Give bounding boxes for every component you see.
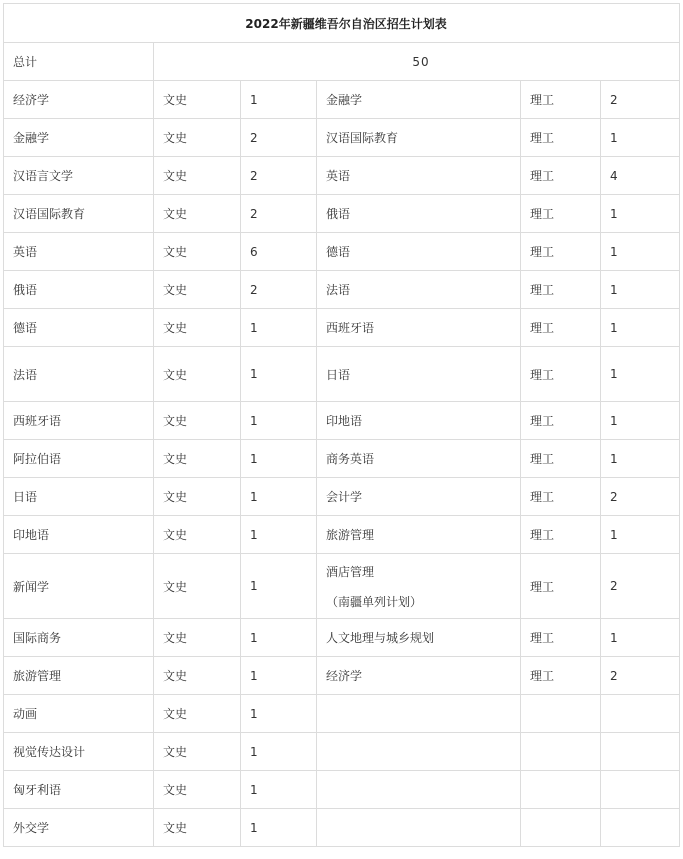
right-quota: 2 xyxy=(601,554,680,619)
right-major: 印地语 xyxy=(317,402,521,440)
right-category: 理工 xyxy=(521,440,601,478)
left-major: 英语 xyxy=(4,233,154,271)
right-category: 理工 xyxy=(521,119,601,157)
left-category: 文史 xyxy=(154,809,241,847)
right-quota: 2 xyxy=(601,657,680,695)
table-row xyxy=(4,271,680,309)
left-major: 汉语国际教育 xyxy=(4,195,154,233)
left-quota: 1 xyxy=(241,809,317,847)
left-quota: 1 xyxy=(241,309,317,347)
right-category: 理工 xyxy=(521,478,601,516)
left-quota: 1 xyxy=(241,478,317,516)
empty-cell xyxy=(521,733,601,771)
empty-cell xyxy=(601,695,680,733)
right-major: 金融学 xyxy=(317,81,521,119)
left-quota: 1 xyxy=(241,554,317,619)
left-category: 文史 xyxy=(154,554,241,619)
left-quota: 1 xyxy=(241,657,317,695)
table-row xyxy=(4,119,680,157)
right-major: 日语 xyxy=(317,347,521,402)
right-major: 人文地理与城乡规划 xyxy=(317,619,521,657)
left-quota: 2 xyxy=(241,119,317,157)
left-category: 文史 xyxy=(154,271,241,309)
left-quota: 1 xyxy=(241,733,317,771)
right-category: 理工 xyxy=(521,516,601,554)
table-row xyxy=(4,233,680,271)
empty-cell xyxy=(317,771,521,809)
table-row xyxy=(4,657,680,695)
table-row xyxy=(4,516,680,554)
left-major: 国际商务 xyxy=(4,619,154,657)
left-major: 动画 xyxy=(4,695,154,733)
right-major: 旅游管理 xyxy=(317,516,521,554)
table-row xyxy=(4,347,680,402)
right-quota: 1 xyxy=(601,440,680,478)
right-quota: 2 xyxy=(601,478,680,516)
left-major: 匈牙利语 xyxy=(4,771,154,809)
left-quota: 2 xyxy=(241,271,317,309)
right-quota: 1 xyxy=(601,119,680,157)
right-quota: 1 xyxy=(601,402,680,440)
right-major: 德语 xyxy=(317,233,521,271)
left-category: 文史 xyxy=(154,195,241,233)
table-row xyxy=(4,195,680,233)
table-row xyxy=(4,478,680,516)
total-row xyxy=(4,43,680,81)
left-quota: 2 xyxy=(241,195,317,233)
table-row xyxy=(4,619,680,657)
left-major: 汉语言文学 xyxy=(4,157,154,195)
empty-cell xyxy=(317,809,521,847)
left-major: 金融学 xyxy=(4,119,154,157)
table-row xyxy=(4,157,680,195)
right-category: 理工 xyxy=(521,554,601,619)
left-category: 文史 xyxy=(154,157,241,195)
empty-cell xyxy=(317,695,521,733)
right-quota: 2 xyxy=(601,81,680,119)
right-category: 理工 xyxy=(521,309,601,347)
left-quota: 1 xyxy=(241,402,317,440)
right-major: 经济学 xyxy=(317,657,521,695)
right-quota: 1 xyxy=(601,347,680,402)
empty-cell xyxy=(601,733,680,771)
left-quota: 1 xyxy=(241,440,317,478)
empty-cell xyxy=(521,771,601,809)
total-value: 50 xyxy=(154,43,680,81)
left-category: 文史 xyxy=(154,695,241,733)
table-row xyxy=(4,402,680,440)
left-category: 文史 xyxy=(154,309,241,347)
table-row xyxy=(4,554,680,619)
right-quota: 1 xyxy=(601,195,680,233)
left-major: 俄语 xyxy=(4,271,154,309)
left-major: 外交学 xyxy=(4,809,154,847)
left-quota: 1 xyxy=(241,516,317,554)
right-quota: 1 xyxy=(601,516,680,554)
left-quota: 6 xyxy=(241,233,317,271)
table-row xyxy=(4,695,680,733)
left-quota: 2 xyxy=(241,157,317,195)
empty-cell xyxy=(521,809,601,847)
right-major: 法语 xyxy=(317,271,521,309)
right-category: 理工 xyxy=(521,157,601,195)
left-quota: 1 xyxy=(241,347,317,402)
empty-cell xyxy=(601,771,680,809)
left-category: 文史 xyxy=(154,81,241,119)
left-category: 文史 xyxy=(154,402,241,440)
left-quota: 1 xyxy=(241,81,317,119)
right-major: 酒店管理 xyxy=(326,564,375,579)
table-row xyxy=(4,771,680,809)
right-major-note: （南疆单列计划） xyxy=(326,594,423,609)
left-major: 西班牙语 xyxy=(4,402,154,440)
right-category: 理工 xyxy=(521,657,601,695)
left-category: 文史 xyxy=(154,516,241,554)
table-title: 2022年新疆维吾尔自治区招生计划表 xyxy=(4,4,680,43)
left-quota: 1 xyxy=(241,695,317,733)
right-category: 理工 xyxy=(521,619,601,657)
enrollment-plan-table xyxy=(3,3,680,847)
table-row xyxy=(4,809,680,847)
right-quota: 1 xyxy=(601,309,680,347)
right-major: 西班牙语 xyxy=(317,309,521,347)
right-major: 俄语 xyxy=(317,195,521,233)
left-major: 视觉传达设计 xyxy=(4,733,154,771)
right-category: 理工 xyxy=(521,195,601,233)
empty-cell xyxy=(317,733,521,771)
right-category: 理工 xyxy=(521,81,601,119)
left-major: 旅游管理 xyxy=(4,657,154,695)
right-major: 商务英语 xyxy=(317,440,521,478)
right-quota: 1 xyxy=(601,271,680,309)
left-category: 文史 xyxy=(154,619,241,657)
empty-cell xyxy=(521,695,601,733)
left-major: 印地语 xyxy=(4,516,154,554)
total-label: 总计 xyxy=(4,43,154,81)
left-major: 新闻学 xyxy=(4,554,154,619)
left-category: 文史 xyxy=(154,347,241,402)
table-row xyxy=(4,81,680,119)
right-major: 会计学 xyxy=(317,478,521,516)
left-major: 日语 xyxy=(4,478,154,516)
right-quota: 4 xyxy=(601,157,680,195)
left-category: 文史 xyxy=(154,119,241,157)
title-row xyxy=(4,4,680,43)
right-category: 理工 xyxy=(521,347,601,402)
left-major: 经济学 xyxy=(4,81,154,119)
left-category: 文史 xyxy=(154,657,241,695)
right-quota: 1 xyxy=(601,233,680,271)
left-category: 文史 xyxy=(154,478,241,516)
left-category: 文史 xyxy=(154,233,241,271)
left-quota: 1 xyxy=(241,771,317,809)
table-row xyxy=(4,309,680,347)
table-body xyxy=(4,4,680,847)
right-major-cell xyxy=(317,554,521,619)
left-major: 德语 xyxy=(4,309,154,347)
left-category: 文史 xyxy=(154,771,241,809)
left-major: 法语 xyxy=(4,347,154,402)
right-category: 理工 xyxy=(521,402,601,440)
left-quota: 1 xyxy=(241,619,317,657)
right-quota: 1 xyxy=(601,619,680,657)
right-category: 理工 xyxy=(521,271,601,309)
right-major: 汉语国际教育 xyxy=(317,119,521,157)
right-category: 理工 xyxy=(521,233,601,271)
left-category: 文史 xyxy=(154,733,241,771)
table-row xyxy=(4,733,680,771)
right-major: 英语 xyxy=(317,157,521,195)
left-major: 阿拉伯语 xyxy=(4,440,154,478)
table-row xyxy=(4,440,680,478)
left-category: 文史 xyxy=(154,440,241,478)
empty-cell xyxy=(601,809,680,847)
